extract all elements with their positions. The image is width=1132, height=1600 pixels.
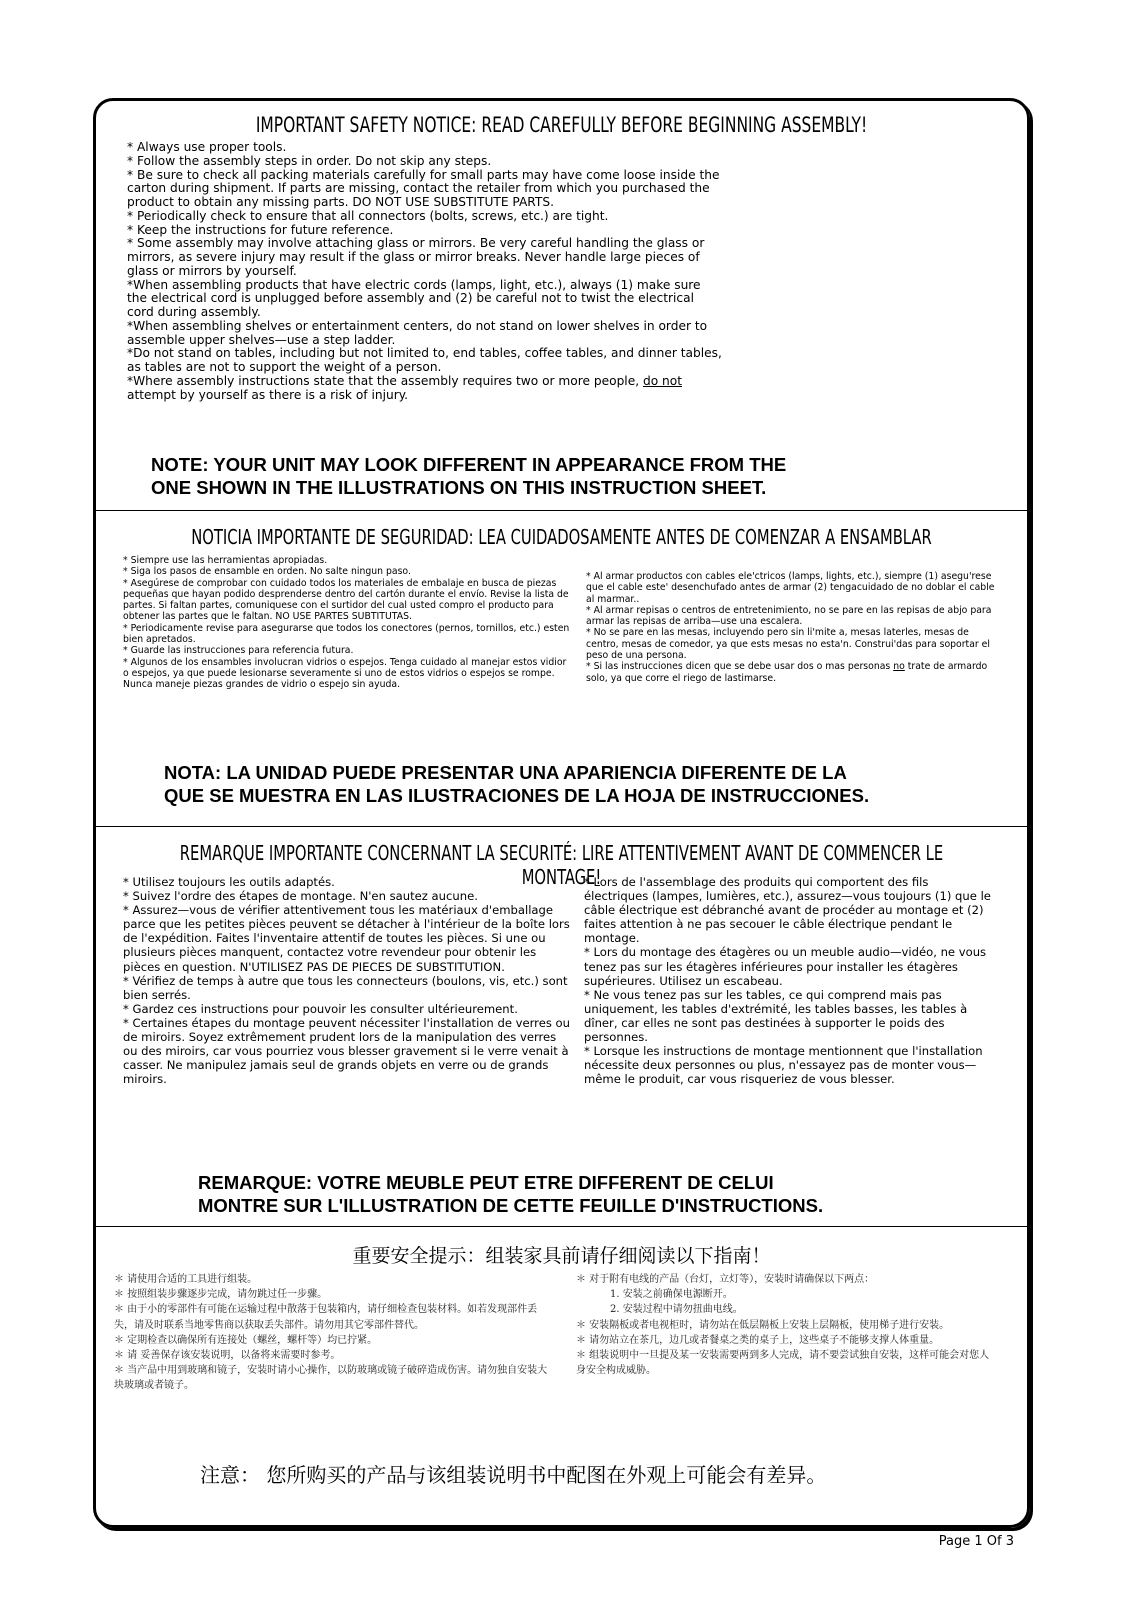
english-section xyxy=(96,101,1027,511)
list-item: ＊ 请勿站立在茶几，边几或者餐桌之类的桌子上，这些桌子不能够支撑人体重量。 xyxy=(576,1334,940,1346)
underlined-text: no xyxy=(893,661,905,673)
list-item: * Vérifiez de temps à autre que tous les connecteurs (boulons, vis, etc.) sont bien serrés. xyxy=(123,973,568,1002)
list-item xyxy=(586,661,996,684)
list-item: * Al armar productos con cables ele'ctricos (lamps, lights, etc.), siempre (1) asegu'rese que el cable este' desenchufado antes de armar (2) tengacuidado de no doblar el cable al marmar.. xyxy=(586,571,995,605)
note-line: ONE SHOWN IN THE ILLUSTRATIONS ON THIS INSTRUCTION SHEET. xyxy=(151,477,767,498)
text-fragment: * Si las instrucciones dicen que se debe usar dos o mas personas xyxy=(586,661,894,673)
list-item: * Follow the assembly steps in order. Do not skip any steps. xyxy=(127,153,492,168)
english-safety-list xyxy=(127,141,723,402)
list-item: * Al armar repisas o centros de entretenimiento, no se pare en las repisas de abjo para armar las repisas de arriba—use una escalera. xyxy=(586,604,992,628)
list-item: *When assembling shelves or entertainment centers, do not stand on lower shelves in order to assemble upper shelves—use a step ladder. xyxy=(127,318,708,347)
list-item: * Lors de l'assemblage des produits qui comportent des fils électriques (lampes, lumières, etc.), assurez—vous toujours (1) que le câble électrique est débranché avant de procéder au montage et (2) faites attention à ne pas secouer le câble électrique pendant le montage. xyxy=(584,875,991,946)
text-fragment: trate de armardo solo, ya que corre el riego de lastimarse. xyxy=(586,661,988,684)
chinese-title: 重要安全提示：组装家具前请仔细阅读以下指南！ xyxy=(352,1245,771,1267)
french-right-list xyxy=(584,875,996,1086)
note-line: REMARQUE: VOTRE MEUBLE PEUT ETRE DIFFERENT DE CELUI xyxy=(198,1172,774,1193)
list-item: *Do not stand on tables, including but not limited to, end tables, coffee tables, and dinner tables, as tables are not to support the weight of a person. xyxy=(127,346,722,374)
underlined-text: do not xyxy=(642,373,682,388)
list-item: ＊ 按照组装步骤逐步完成，请勿跳过任一步骤。 xyxy=(114,1289,328,1301)
list-item: * Ne vous tenez pas sur les tables, ce qui comprend mais pas uniquement, les tables d'extrémité, les tables basses, les tables à dîner, car elles ne sont pas destinées à supporter le poids des personnes. xyxy=(584,987,968,1045)
list-item: ＊ 请使用合适的工具进行组装。 xyxy=(114,1274,258,1285)
list-item: * Algunos de los ensambles involucran vidrios o espejos. Tenga cuidado al manejar estos vidior o espejos, ya que puede lesionarse severamente si uno de estos vidrios o espejos se rompe. Nunca maneje piezas grandes de vidrio o espejo sin ayuda. xyxy=(123,656,567,691)
list-item: * Lorsque les instructions de montage mentionnent que l'installation nécessite deux personnes ou plus, n'essayez pas de monter vous—même le produit, car vous risqueriez de vous blesser. xyxy=(584,1044,983,1087)
list-item: ＊ 对于附有电线的产品（台灯，立灯等），安装时请确保以下两点： xyxy=(576,1274,875,1285)
french-note xyxy=(198,1171,823,1217)
list-item: * Assurez—vous de vérifier attentivement tous les matériaux d'emballage parce que les petites pièces peuvent se détacher à l'intérieur de la boîte lors de l'expédition. Faites l'inventaire attentif de toutes les pièces. Si une ou plusieurs pièces manquent, contactez votre revendeur pour obtenir les pièces en question. N'UTILISEZ PAS DE PIECES DE SUBSTITUTION. xyxy=(123,903,570,974)
list-item: * No se pare en las mesas, incluyendo pero sin li'mite a, mesas laterles, mesas de centro, mesas de comedor, ya que ests mesas no esta'n. Construi'das para soportar el peso de una persona. xyxy=(586,627,990,662)
list-item: 2. 安装过程中请勿扭曲电线。 xyxy=(610,1304,743,1316)
list-item: * Some assembly may involve attaching glass or mirrors. Be very careful handling the glass or mirrors, as severe injury may result if the glass or mirror breaks. Never handle large pieces of glass or mirrors by yourself. xyxy=(127,236,705,278)
note-line: NOTA: LA UNIDAD PUEDE PRESENTAR UNA APARIENCIA DIFERENTE DE LA xyxy=(164,762,847,783)
page-number: Page 1 Of 3 xyxy=(938,1534,1014,1549)
list-item: ＊ 当产品中用到玻璃和镜子，安装时请小心操作，以防玻璃或镜子破碎造成伤害。请勿独自安装大块玻璃或者镜子。 xyxy=(114,1365,548,1392)
list-item: * Utilisez toujours les outils adaptés. xyxy=(123,875,335,889)
french-section xyxy=(96,827,1027,1227)
list-item: * Be sure to check all packing materials carefully for small parts may have come loose inside the carton during shipment. If parts are missing, contact the retailer from which you purchased the product to obtain any missing parts. DO NOT USE SUBSTITUTE PARTS. xyxy=(127,167,720,209)
note-line: QUE SE MUESTRA EN LAS ILUSTRACIONES DE LA HOJA DE INSTRUCCIONES. xyxy=(164,785,870,806)
list-item: * Siga los pasos de ensamble en orden. No salte ningun paso. xyxy=(123,566,411,578)
list-item: * Asegúrese de comprobar con cuidado todos los materiales de embalaje en busca de piezas pequeñas que hayan podido desprenderse dentro del cartón durante el envío. Revise la lista de partes. Si faltan partes, comuniquese con el surtidor del cual usted compro el producto para obtener las partes que le faltan. NO USE PARTES SUBTITUTAS. xyxy=(123,577,569,623)
chinese-section xyxy=(96,1227,1027,1527)
list-item: ＊ 由于小的零部件有可能在运输过程中散落于包装箱内，请仔细检查包装材料。如若发现部件丢失，请及时联系当地零售商以获取丢失部件。请勿用其它零部件替代。 xyxy=(114,1304,538,1331)
list-item: ＊ 定期检查以确保所有连接处（螺丝，螺杆等）均已拧紧。 xyxy=(114,1334,378,1346)
english-note xyxy=(151,453,786,499)
english-title: IMPORTANT SAFETY NOTICE: READ CAREFULLY BEFORE BEGINNING ASSEMBLY! xyxy=(255,113,868,137)
list-item: * Gardez ces instructions pour pouvoir les consulter ultérieurement. xyxy=(123,1001,518,1016)
chinese-note: 注意： 您所购买的产品与该组装说明书中配图在外观上可能会有差异。 xyxy=(200,1463,827,1487)
list-item: ＊ 安装隔板或者电视柜时，请勿站在低层隔板上安装上层隔板，使用梯子进行安装。 xyxy=(576,1319,950,1331)
spanish-left-list xyxy=(123,555,573,691)
french-left-list xyxy=(123,875,573,1086)
list-item: * Siempre use las herramientas apropiadas. xyxy=(123,555,328,566)
spanish-section xyxy=(96,511,1027,826)
list-item: * Certaines étapes du montage peuvent nécessiter l'installation de verres ou de miroirs. Soyez extrêmement prudent lors de la manipulation des verres ou des miroirs, car vous pourriez vous blesser gravement si le verre venait à casser. Ne manipulez jamais seul de grands objets en verre ou de grands miroirs. xyxy=(123,1015,570,1087)
list-item: *When assembling products that have electric cords (lamps, light, etc.), always (1) make sure the electrical cord is unplugged before assembly and (2) be careful not to twist the electrical cord during assembly. xyxy=(127,277,701,319)
list-item: * Always use proper tools. xyxy=(127,140,287,154)
list-item: ＊ 组装说明中一旦提及某一安装需要两到多人完成，请不要尝试独自安装，这样可能会对您人身安全构成威胁。 xyxy=(576,1350,990,1377)
list-item: * Lors du montage des étagères ou un meuble audio—vidéo, ne vous tenez pas sur les étagères inférieures pour installer les étagères supérieures. Utilisez un escabeau. xyxy=(584,945,987,988)
note-line: MONTRE SUR L'ILLUSTRATION DE CETTE FEUILLE D'INSTRUCTIONS. xyxy=(198,1195,824,1216)
spanish-title: NOTICIA IMPORTANTE DE SEGURIDAD: LEA CUIDADOSAMENTE ANTES DE COMENZAR A ENSAMBLAR xyxy=(191,525,932,549)
list-item: * Periodically check to ensure that all connectors (bolts, screws, etc.) are tight. xyxy=(127,208,609,223)
list-item: ＊ 请 妥善保存该安装说明，以备将来需要时参考。 xyxy=(114,1350,341,1362)
list-item: * Guarde las instrucciones para referencia futura. xyxy=(123,645,354,657)
text-fragment: *Where assembly instructions state that the assembly requires two or more people, xyxy=(127,373,643,388)
list-item: * Suivez l'ordre des étapes de montage. N'en sautez aucune. xyxy=(123,889,478,904)
document-frame xyxy=(93,98,1030,1528)
list-item: * Periodicamente revise para asegurarse que todos los conectores (pernos, tornillos, etc.) esten bien apretados. xyxy=(123,622,570,646)
chinese-left-list xyxy=(114,1272,554,1394)
list-item: * Keep the instructions for future reference. xyxy=(127,222,394,237)
note-line: NOTE: YOUR UNIT MAY LOOK DIFFERENT IN APPEARANCE FROM THE xyxy=(151,454,787,475)
french-title: REMARQUE IMPORTANTE CONCERNANT LA SECURITÉ: LIRE ATTENTIVEMENT AVANT DE COMMENCER LE MONTAGE! xyxy=(179,841,944,889)
list-item xyxy=(127,375,723,403)
list-item: 1. 安装之前确保电源断开。 xyxy=(610,1289,733,1301)
chinese-right-list xyxy=(576,1272,998,1378)
text-fragment: attempt by yourself as there is a risk of injury. xyxy=(127,387,409,402)
spanish-note xyxy=(164,761,869,807)
spanish-right-list xyxy=(586,571,996,684)
